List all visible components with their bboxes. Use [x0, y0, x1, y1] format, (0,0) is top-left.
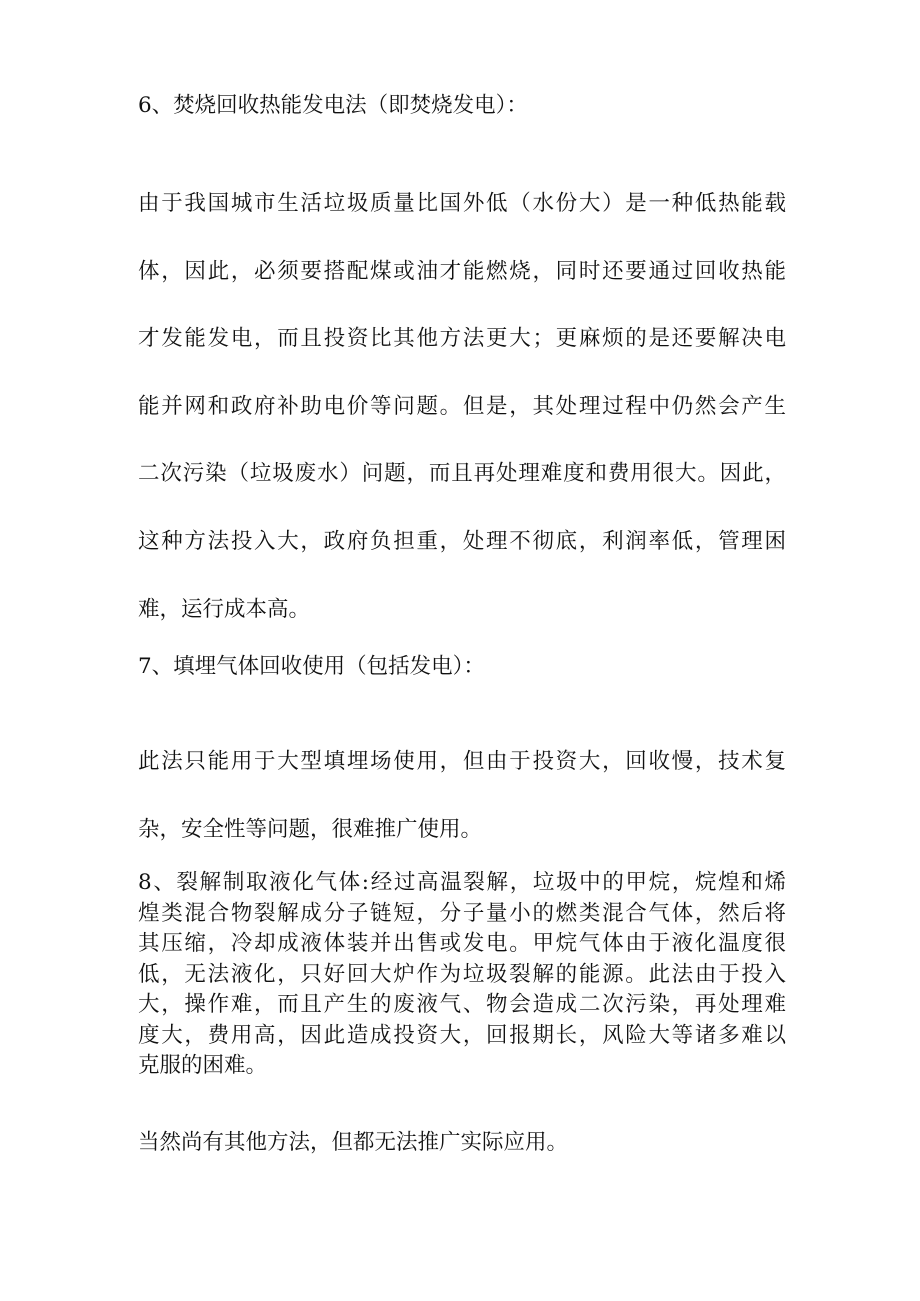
section-7-heading-text: 7、填埋气体回收使用（包括发电）：	[138, 654, 485, 679]
s7-line-1: 此法只能用于大型填埋场使用，但由于投资大，回收慢，技术复	[138, 749, 786, 774]
s6-line-7: 难，运行成本高。	[138, 596, 311, 622]
section-6-heading-text: 6、焚烧回收热能发电法（即焚烧发电）：	[138, 93, 528, 118]
s8-line-3: 其压缩，冷却成液体装并出售或发电。甲烷气体由于液化温度很	[138, 931, 786, 956]
section-6-body	[138, 170, 786, 643]
s8-line-5: 大，操作难，而且产生的废液气、物会造成二次污染，再处理难	[138, 992, 786, 1017]
s8-line-7: 克服的困难。	[138, 1053, 268, 1078]
s8-line-4: 低，无法液化，只好回大炉作为垃圾裂解的能源。此法由于投入	[138, 961, 786, 987]
s8-line-1: 8、裂解制取液化气体:经过高温裂解，垃圾中的甲烷，烷煌和烯	[138, 870, 786, 895]
s6-line-1: 由于我国城市生活垃圾质量比国外低（水份大）是一种低热能载	[138, 191, 786, 216]
section-7-heading	[138, 633, 786, 701]
s6-line-3: 才发能发电，而且投资比其他方法更大；更麻烦的是还要解决电	[138, 326, 786, 352]
s6-line-2: 体，因此，必须要搭配煤或油才能燃烧，同时还要通过回收热能	[138, 258, 786, 284]
closing-text: 当然尚有其他方法，但都无法推广实际应用。	[138, 1130, 569, 1155]
s6-line-5: 二次污染（垃圾废水）问题，而且再处理难度和费用很大。因此，	[138, 461, 786, 487]
section-6-heading	[138, 72, 786, 140]
closing-paragraph	[138, 1128, 786, 1159]
s6-line-4: 能并网和政府补助电价等问题。但是，其处理过程中仍然会产生	[138, 393, 786, 419]
s8-line-6: 度大，费用高，因此造成投资大，回报期长，风险大等诸多难以	[138, 1022, 786, 1048]
s7-line-2: 杂，安全性等问题，很难推广使用。	[138, 816, 483, 842]
s8-line-2: 煌类混合物裂解成分子链短，分子量小的燃类混合气体，然后将	[138, 900, 786, 926]
section-7-body	[138, 728, 786, 863]
s6-line-6: 这种方法投入大，政府负担重，处理不彻底，利润率低，管理困	[138, 528, 786, 554]
section-8-body	[138, 868, 786, 1082]
